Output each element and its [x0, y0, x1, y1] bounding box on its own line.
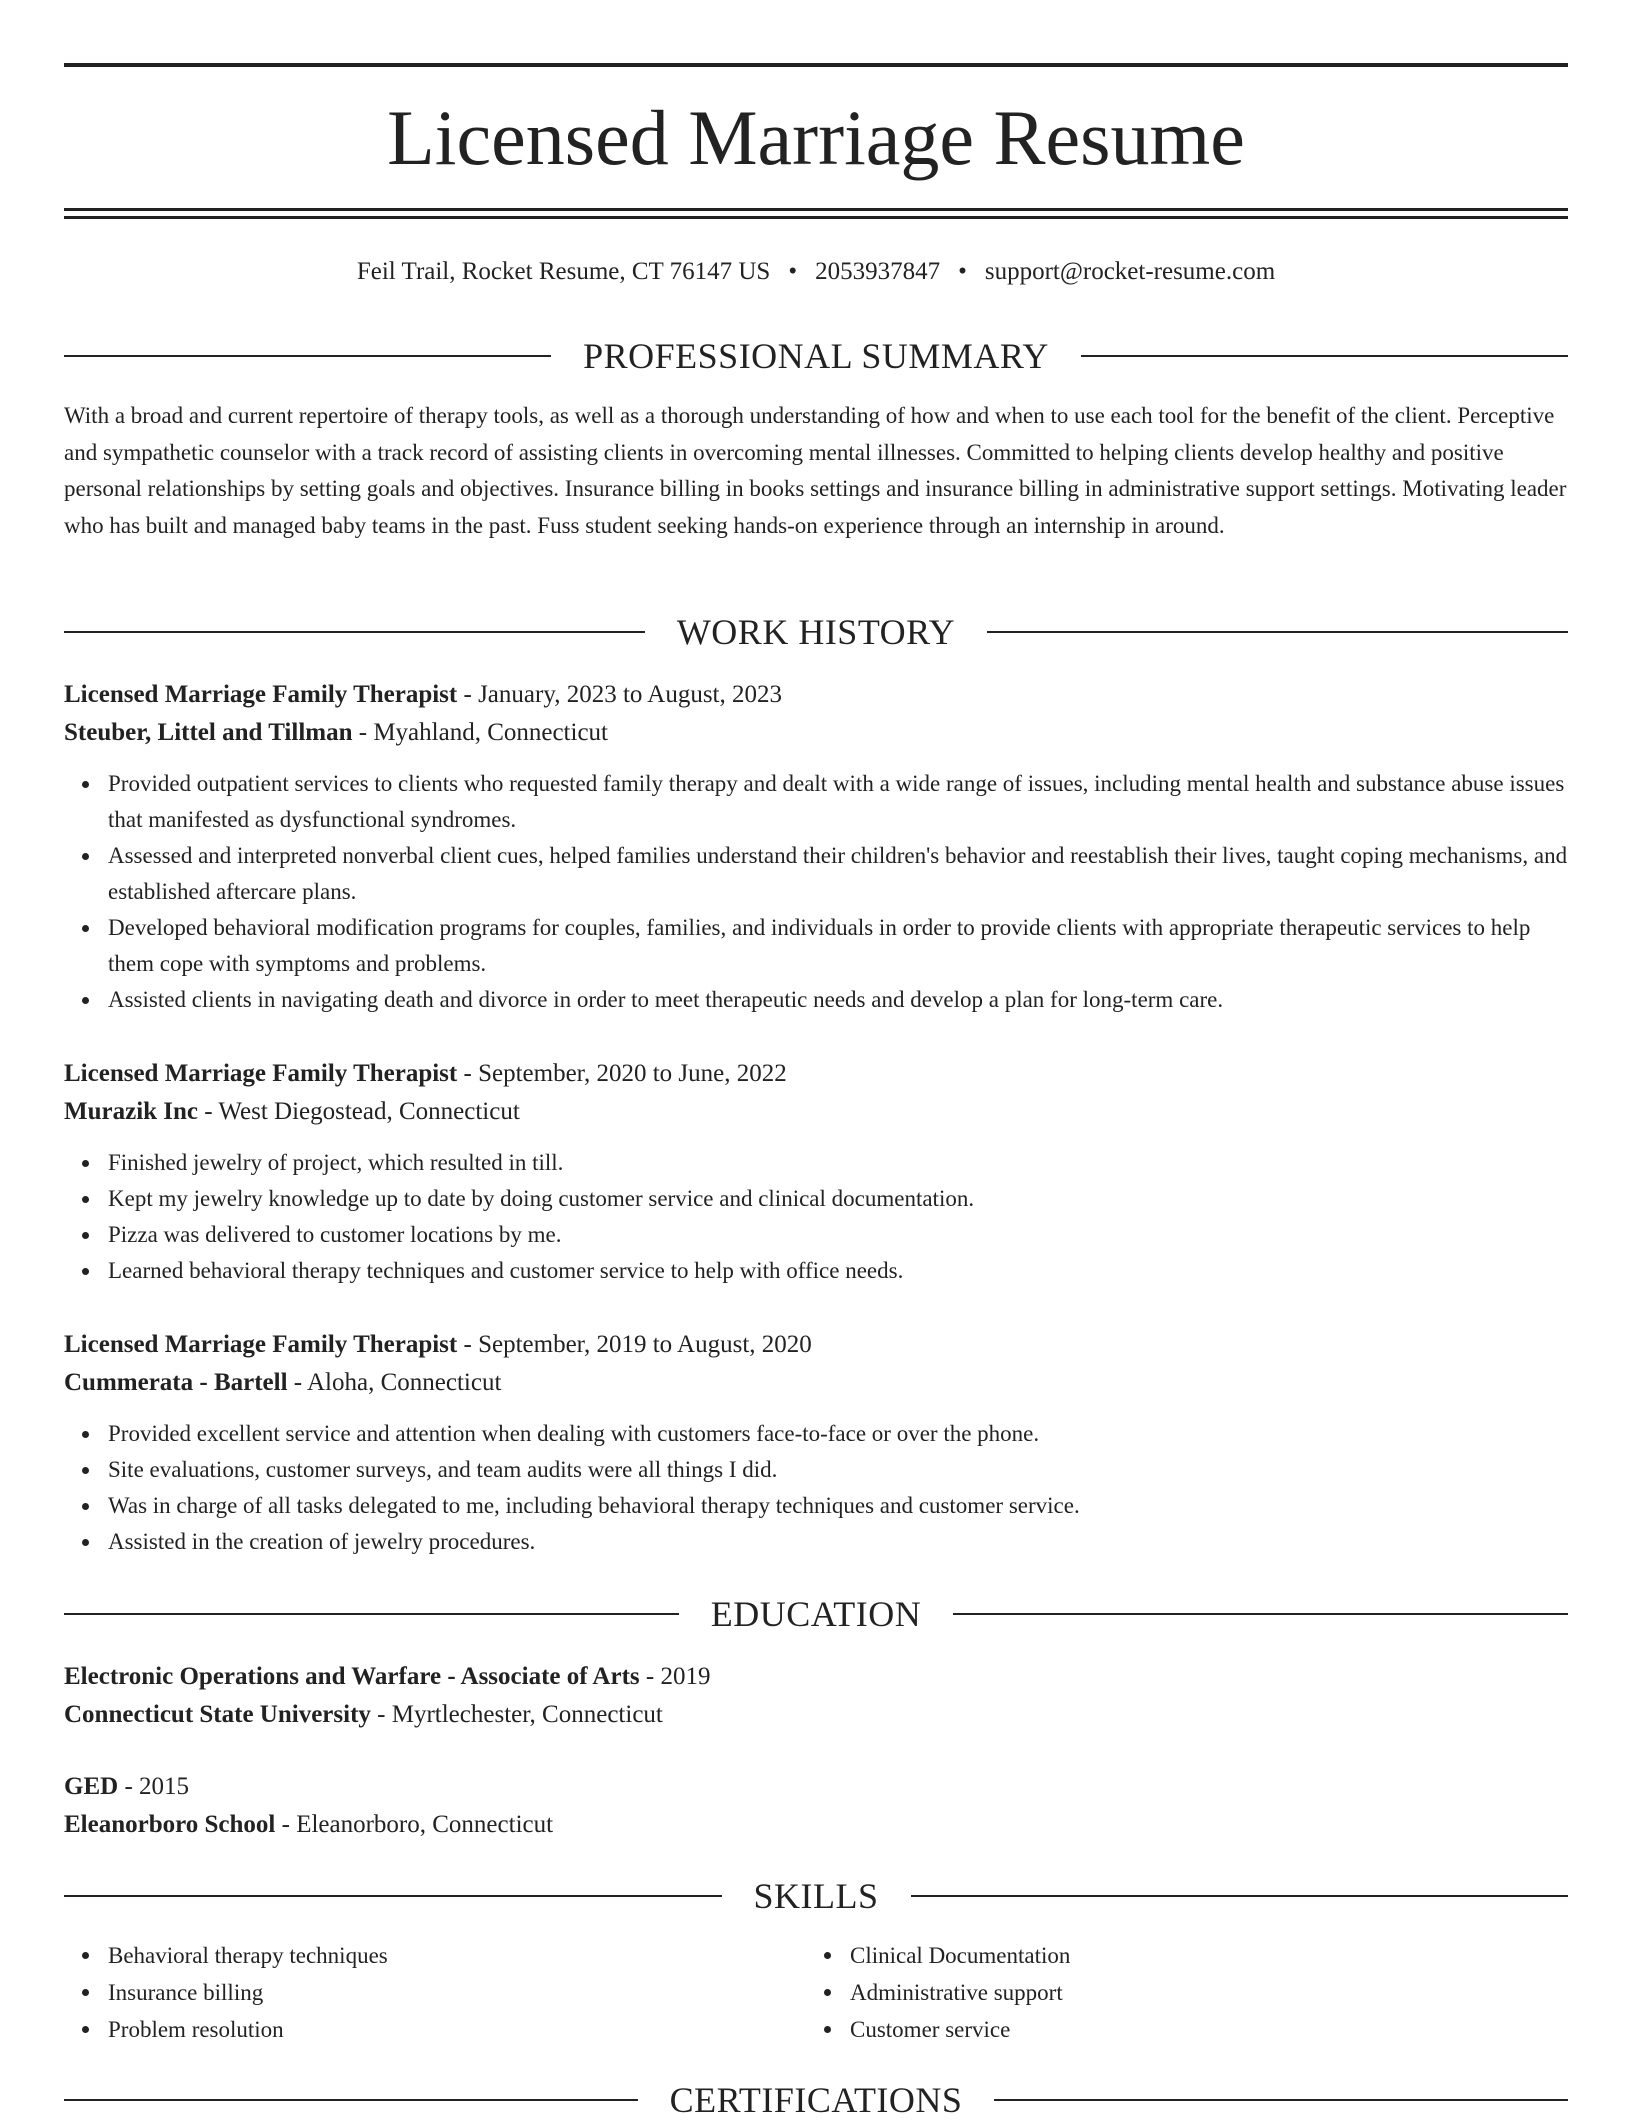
job-bullets [64, 1416, 1568, 1560]
list-item: Behavioral therapy techniques [108, 1937, 806, 1974]
section-heading-certifications [64, 2080, 1568, 2120]
list-item: Finished jewelry of project, which resulted in till. [108, 1145, 1568, 1181]
education-entry [64, 1768, 1568, 1844]
job-title-line [64, 1326, 1568, 1364]
list-item: Administrative support [850, 1974, 1548, 2011]
section-title: CERTIFICATIONS [669, 2080, 963, 2120]
education-degree: Electronic Operations and Warfare - Associate of Arts [64, 1663, 640, 1690]
education-school-line [64, 1696, 1568, 1734]
job-company: Murazik Inc [64, 1098, 199, 1125]
list-item: Site evaluations, customer surveys, and team audits were all things I did. [108, 1452, 1568, 1488]
job-entry [64, 676, 1568, 1018]
summary-text: With a broad and current repertoire of therapy tools, as well as a thorough understanding of how and when to use each tool for the benefit of the client. Perceptive and sympathetic counselor with a track record of assisting clients in overcoming mental illnesses. Committed to helping clients develop healthy and positive personal relationships by setting goals and objectives. Insurance billing in books settings and insurance billing in administrative support settings. Motivating leader who has built and managed baby teams in the past. Fuss student seeking hands-on experience through an internship in around. [64, 403, 1567, 538]
education-entry [64, 1658, 1568, 1734]
list-item: Learned behavioral therapy techniques and customer service to help with office needs. [108, 1253, 1568, 1289]
section-heading-work-history [64, 612, 1568, 652]
job-bullets [64, 766, 1568, 1018]
education-degree: GED [64, 1773, 119, 1800]
job-location: - West Diegostead, Connecticut [198, 1098, 520, 1125]
job-title-line [64, 1055, 1568, 1093]
job-title: Licensed Marriage Family Therapist [64, 681, 458, 708]
section-heading-summary [64, 336, 1568, 376]
list-item: Pizza was delivered to customer locations by me. [108, 1217, 1568, 1253]
resume-title: Licensed Marriage Resume [387, 94, 1245, 181]
contact-address: Feil Trail, Rocket Resume, CT 76147 US [356, 258, 771, 285]
education-degree-line [64, 1658, 1568, 1696]
job-bullets [64, 1145, 1568, 1289]
section-title: SKILLS [753, 1876, 879, 1916]
education-school-line [64, 1806, 1568, 1844]
header-rule-bottom-2 [64, 216, 1568, 219]
education-school: Connecticut State University [64, 1701, 371, 1728]
contact-email: support@rocket-resume.com [984, 258, 1276, 285]
job-company: Steuber, Littel and Tillman [64, 719, 353, 746]
job-dates: - January, 2023 to August, 2023 [457, 681, 782, 708]
education-degree-line [64, 1768, 1568, 1806]
contact-separator: • [788, 258, 798, 285]
list-item: Provided outpatient services to clients who requested family therapy and dealt with a wide range of issues, including mental health and substance abuse issues that manifested as dysfunctional syndromes. [108, 766, 1568, 838]
list-item: Clinical Documentation [850, 1937, 1548, 1974]
job-location: - Aloha, Connecticut [287, 1369, 502, 1396]
education-location: - Myrtlechester, Connecticut [370, 1701, 663, 1728]
header-rule-bottom-1 [64, 208, 1568, 211]
list-item: Problem resolution [108, 2011, 806, 2048]
job-company-line [64, 1093, 1568, 1131]
section-title: PROFESSIONAL SUMMARY [583, 336, 1049, 376]
skills-column-right [806, 1937, 1548, 2048]
contact-phone: 2053937847 [815, 258, 941, 285]
section-title: EDUCATION [710, 1594, 922, 1634]
list-item: Developed behavioral modification programs for couples, families, and individuals in order to provide clients with appropriate therapeutic services to help them cope with symptoms and problems. [108, 910, 1568, 982]
section-heading-education [64, 1594, 1568, 1634]
list-item: Assessed and interpreted nonverbal client cues, helped families understand their children's behavior and reestablish their lives, taught coping mechanisms, and established aftercare plans. [108, 838, 1568, 910]
job-title: Licensed Marriage Family Therapist [64, 1331, 458, 1358]
job-dates: - September, 2020 to June, 2022 [457, 1060, 787, 1087]
education-location: - Eleanorboro, Connecticut [275, 1811, 554, 1838]
list-item: Insurance billing [108, 1974, 806, 2011]
skills-list [64, 1937, 1568, 2048]
list-item: Was in charge of all tasks delegated to me, including behavioral therapy techniques and customer service. [108, 1488, 1568, 1524]
section-title: WORK HISTORY [676, 612, 956, 652]
contact-separator: • [958, 258, 967, 285]
list-item: Kept my jewelry knowledge up to date by doing customer service and clinical documentation. [108, 1181, 1568, 1217]
list-item: Assisted in the creation of jewelry procedures. [108, 1524, 1568, 1560]
job-company-line [64, 714, 1568, 752]
job-entry [64, 1326, 1568, 1560]
job-location: - Myahland, Connecticut [352, 719, 608, 746]
education-year: - 2015 [118, 1773, 190, 1800]
section-heading-skills [64, 1876, 1568, 1916]
header-rule-top [64, 63, 1568, 67]
education-year: - 2019 [639, 1663, 711, 1690]
list-item: Customer service [850, 2011, 1548, 2048]
job-title: Licensed Marriage Family Therapist [64, 1060, 458, 1087]
job-dates: - September, 2019 to August, 2020 [457, 1331, 812, 1358]
job-company: Cummerata - Bartell [64, 1369, 288, 1396]
contact-line [64, 256, 1568, 288]
job-company-line [64, 1364, 1568, 1402]
list-item: Assisted clients in navigating death and divorce in order to meet therapeutic needs and develop a plan for long-term care. [108, 982, 1568, 1018]
job-entry [64, 1055, 1568, 1289]
job-title-line [64, 676, 1568, 714]
list-item: Provided excellent service and attention when dealing with customers face-to-face or over the phone. [108, 1416, 1568, 1452]
education-school: Eleanorboro School [64, 1811, 276, 1838]
skills-column-left [64, 1937, 806, 2048]
